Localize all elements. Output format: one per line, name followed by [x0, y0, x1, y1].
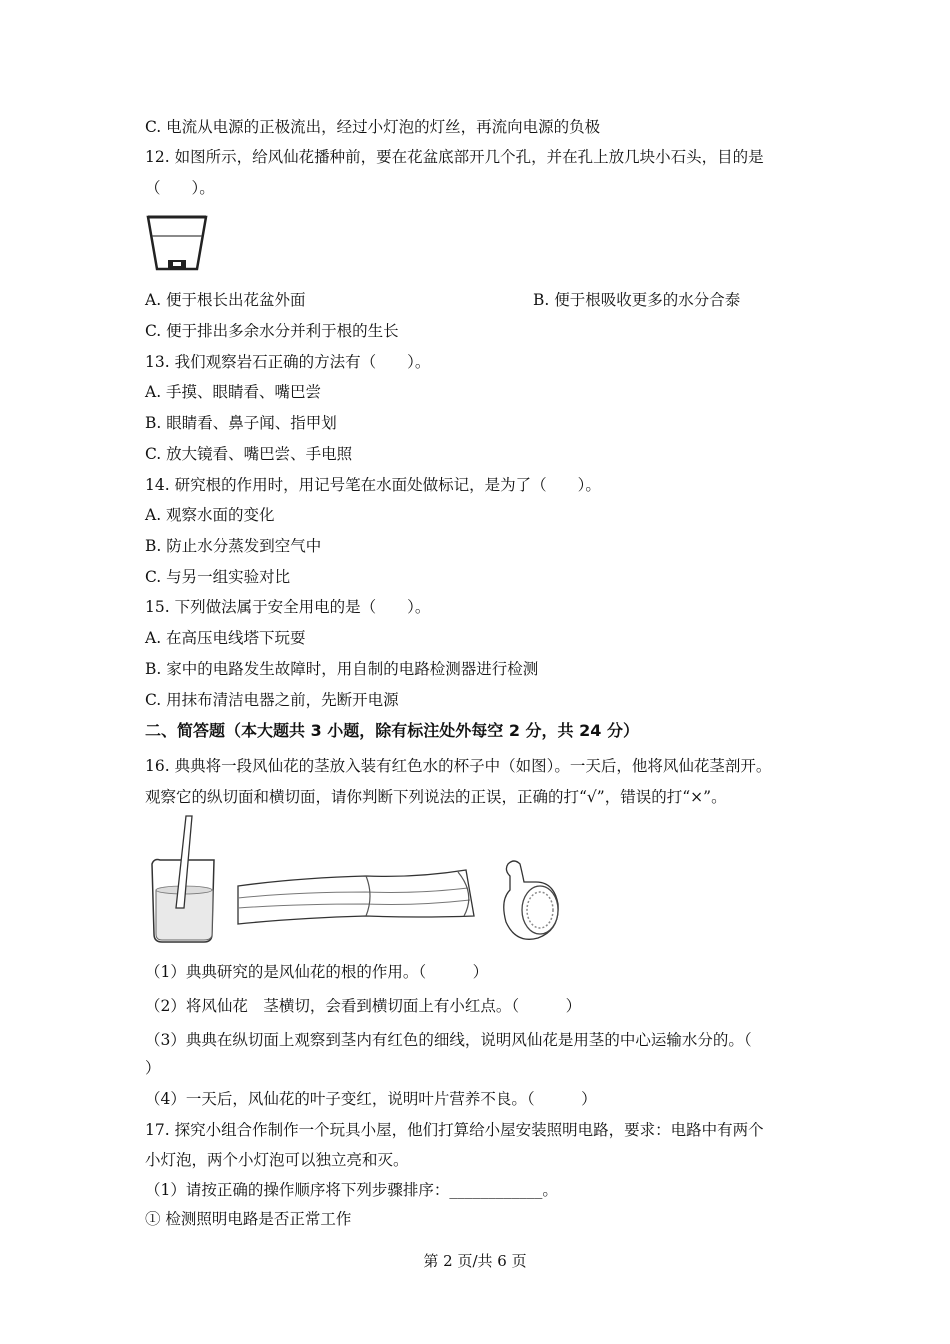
q15-option-a: A. 在高压电线塔下玩耍	[145, 629, 306, 647]
q12-option-b: B. 便于根吸收更多的水分合泰	[533, 291, 741, 309]
q17-step-1: ① 检测照明电路是否正常工作	[145, 1210, 352, 1228]
q13-option-b: B. 眼睛看、鼻子闻、指甲划	[145, 414, 337, 432]
q13-option-c: C. 放大镜看、嘴巴尝、手电照	[145, 445, 353, 463]
page-footer: 第 2 页/共 6 页	[423, 1252, 527, 1270]
q12-stem-line1: 12. 如图所示，给风仙花播种前，要在花盆底部开几个孔，并在孔上放几块小石头，目的是	[145, 148, 764, 166]
q12-option-c: C. 便于排出多余水分并利于根的生长	[145, 322, 399, 340]
q12-option-a: A. 便于根长出花盆外面	[145, 291, 306, 309]
q17-stem-line2: 小灯泡，两个小灯泡可以独立亮和灭。	[145, 1151, 409, 1169]
q14-option-c: C. 与另一组实验对比	[145, 568, 291, 586]
q16-item-3-line2: ）	[145, 1059, 161, 1077]
q14-stem: 14. 研究根的作用时，用记号笔在水面处做标记，是为了（ ）。	[145, 476, 601, 494]
q15-option-c: C. 用抹布清洁电器之前，先断开电源	[145, 691, 399, 709]
q13-option-a: A. 手摸、眼睛看、嘴巴尝	[145, 383, 322, 401]
q11-option-c: C. 电流从电源的正极流出，经过小灯泡的灯丝，再流向电源的负极	[145, 118, 601, 136]
section-2-heading: 二、简答题（本大题共 3 小题，除有标注处外每空 2 分，共 24 分）	[145, 721, 639, 740]
beaker-with-stem-illustration	[152, 816, 214, 942]
q16-item-4: （4）一天后，风仙花的叶子变红，说明叶片营养不良。（ ）	[145, 1090, 597, 1108]
q17-stem-line1: 17. 探究小组合作制作一个玩具小屋，他们打算给小屋安装照明电路，要求：电路中有两个	[145, 1121, 764, 1139]
q16-stem-line1: 16. 典典将一段风仙花的茎放入装有红色水的杯子中（如图）。一天后，他将风仙花茎剖开。	[145, 757, 772, 775]
q14-option-a: A. 观察水面的变化	[145, 506, 275, 524]
q15-stem: 15. 下列做法属于安全用电的是（ ）。	[145, 598, 431, 616]
flower-pot-figure	[146, 214, 208, 272]
q17-sub-question-1: （1）请按正确的操作顺序将下列步骤排序：____________。	[145, 1181, 558, 1199]
longitudinal-section-illustration	[238, 870, 474, 924]
q13-stem: 13. 我们观察岩石正确的方法有（ ）。	[145, 353, 431, 371]
q14-option-b: B. 防止水分蒸发到空气中	[145, 537, 322, 555]
q16-item-3-line1: （3）典典在纵切面上观察到茎内有红色的细线，说明风仙花是用茎的中心运输水分的。（	[145, 1031, 752, 1049]
cross-section-illustration	[504, 861, 558, 939]
q12-stem-line2: （ ）。	[145, 179, 215, 197]
q16-item-1: （1）典典研究的是风仙花的根的作用。（ ）	[145, 963, 489, 981]
q16-stem-line2: 观察它的纵切面和横切面，请你判断下列说法的正误，正确的打“√”，错误的打“×”。	[145, 788, 727, 806]
q16-item-2: （2）将风仙花 茎横切，会看到横切面上有小红点。（ ）	[145, 997, 582, 1015]
q15-option-b: B. 家中的电路发生故障时，用自制的电路检测器进行检测	[145, 660, 539, 678]
stem-experiment-figure	[146, 812, 586, 952]
